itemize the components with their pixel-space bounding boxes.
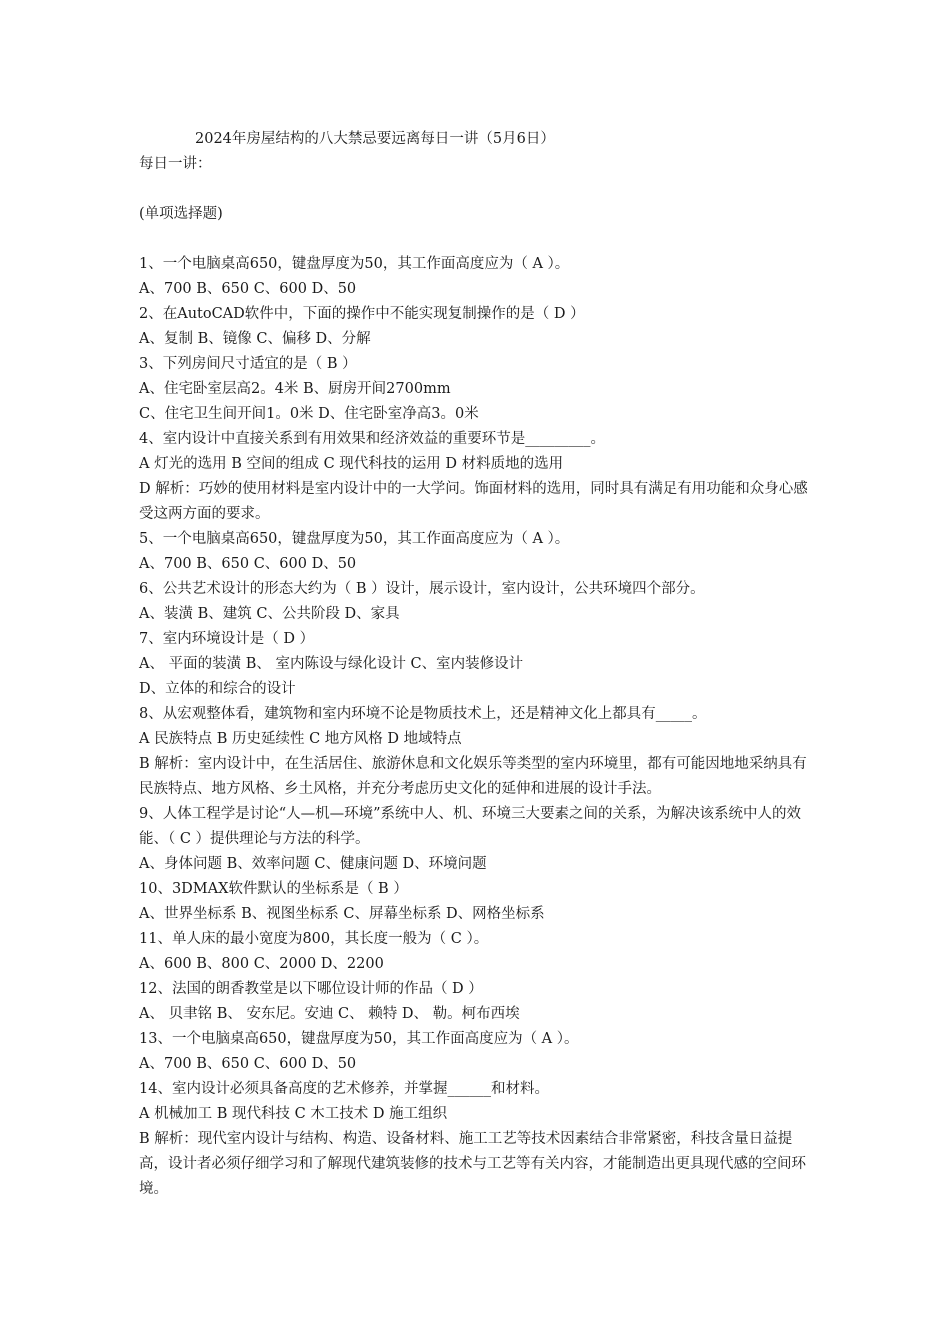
document-title: 2024年房屋结构的八大禁忌要远离每日一讲（5月6日） [195, 131, 555, 147]
question-13: 13、一个电脑桌高650，键盘厚度为50，其工作面高度应为（ A ）。 [139, 1031, 579, 1047]
options-6: A、装潢 B、建筑 C、公共阶段 D、家具 [139, 606, 400, 622]
document-body [139, 127, 819, 1202]
answer-explanation-14: B 解析：现代室内设计与结构、构造、设备材料、施工工艺等技术因素结合非常紧密，科技含量日益提高，设计者必须仔细学习和了解现代建筑装修的技术与工艺等有关内容，才能制造出更具现代感的空间环境。 [139, 1131, 806, 1197]
question-5: 5、一个电脑桌高650，键盘厚度为50，其工作面高度应为（ A ）。 [139, 531, 570, 547]
document-subtitle: 每日一讲： [139, 156, 212, 172]
options-4: A 灯光的选用 B 空间的组成 C 现代科技的运用 D 材料质地的选用 [139, 456, 564, 472]
options-8: A 民族特点 B 历史延续性 C 地方风格 D 地域特点 [139, 731, 462, 747]
question-10: 10、3DMAX软件默认的坐标系是（ B ） [139, 881, 408, 897]
question-9: 9、人体工程学是讨论“人—机—环境”系统中人、机、环境三大要素之间的关系，为解决该系统中人的效能、（ C ）提供理论与方法的科学。 [139, 806, 802, 847]
options-7b: D、立体的和综合的设计 [139, 681, 296, 697]
question-6: 6、公共艺术设计的形态大约为（ B ）设计，展示设计，室内设计，公共环境四个部分。 [139, 581, 705, 597]
options-13: A、700 B、650 C、600 D、50 [139, 1056, 357, 1072]
options-3a: A、住宅卧室层高2。4米 B、厨房开间2700mm [139, 381, 451, 397]
options-1: A、700 B、650 C、600 D、50 [139, 281, 357, 297]
options-10: A、世界坐标系 B、视图坐标系 C、屏幕坐标系 D、网格坐标系 [139, 906, 545, 922]
blank-line [139, 177, 819, 202]
answer-explanation-4: D 解析：巧妙的使用材料是室内设计中的一大学问。饰面材料的选用，同时具有满足有用功能和众身心感受这两方面的要求。 [139, 481, 808, 522]
options-3b: C、住宅卫生间开间1。0米 D、住宅卧室净高3。0米 [139, 406, 479, 422]
blank-line [139, 227, 819, 252]
options-7a: A、 平面的装潢 B、 室内陈设与绿化设计 C、室内装修设计 [139, 656, 524, 672]
options-2: A、复制 B、镜像 C、偏移 D、分解 [139, 331, 371, 347]
question-14: 14、室内设计必须具备高度的艺术修养，并掌握______和材料。 [139, 1081, 549, 1097]
question-3: 3、下列房间尺寸适宜的是（ B ） [139, 356, 357, 372]
options-14: A 机械加工 B 现代科技 C 木工技术 D 施工组织 [139, 1106, 448, 1122]
options-12: A、 贝聿铭 B、 安东尼。安迪 C、 赖特 D、 勒。柯布西埃 [139, 1006, 520, 1022]
question-7: 7、室内环境设计是（ D ） [139, 631, 315, 647]
options-9: A、身体问题 B、效率问题 C、健康问题 D、环境问题 [139, 856, 487, 872]
question-1: 1、一个电脑桌高650，键盘厚度为50，其工作面高度应为（ A ）。 [139, 256, 570, 272]
question-4: 4、室内设计中直接关系到有用效果和经济效益的重要环节是_________。 [139, 431, 605, 447]
options-5: A、700 B、650 C、600 D、50 [139, 556, 357, 572]
question-8: 8、从宏观整体看，建筑物和室内环境不论是物质技术上，还是精神文化上都具有_____。 [139, 706, 707, 722]
question-11: 11、单人床的最小宽度为800，其长度一般为（ C ）。 [139, 931, 489, 947]
question-12: 12、法国的朗香教堂是以下哪位设计师的作品（ D ） [139, 981, 483, 997]
answer-explanation-8: B 解析：室内设计中，在生活居住、旅游休息和文化娱乐等类型的室内环境里，都有可能因地地采纳具有民族特点、地方风格、乡土风格，并充分考虑历史文化的延伸和进展的设计手法。 [139, 756, 807, 797]
section-heading: (单项选择题) [139, 206, 223, 222]
options-11: A、600 B、800 C、2000 D、2200 [139, 956, 384, 972]
question-2: 2、在AutoCAD软件中，下面的操作中不能实现复制操作的是（ D ） [139, 306, 585, 322]
